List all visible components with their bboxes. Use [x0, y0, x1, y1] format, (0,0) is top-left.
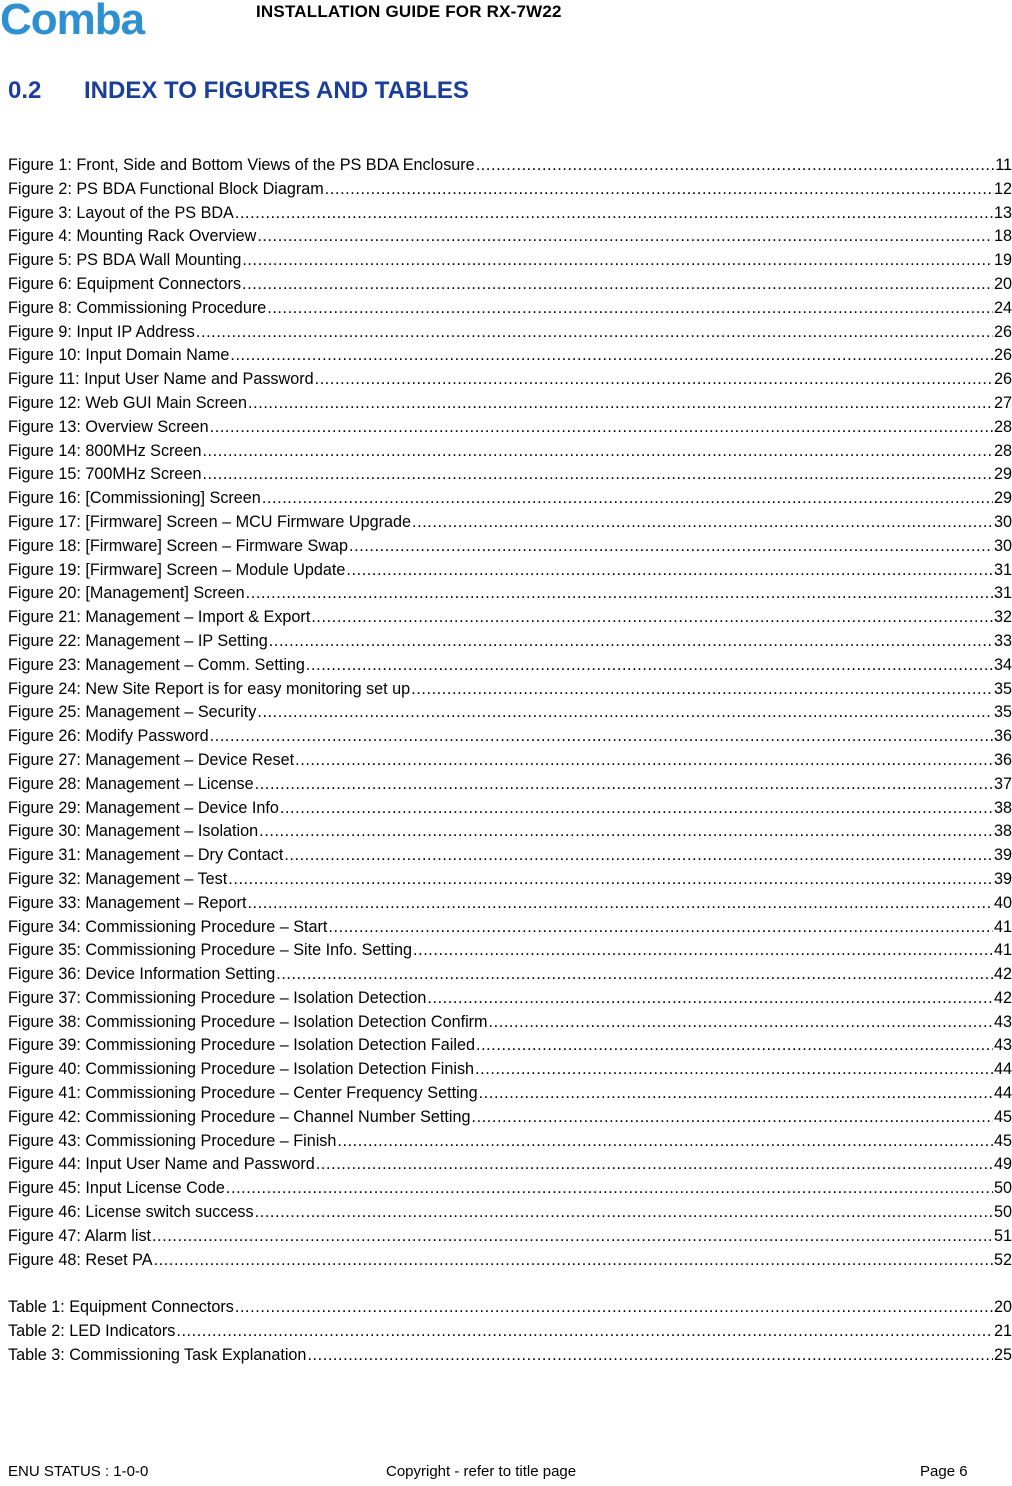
figure-entry-label: Figure 5: PS BDA Wall Mounting: [8, 251, 242, 270]
dot-leader: [242, 273, 993, 297]
dot-leader: [337, 1130, 993, 1154]
dot-leader: [235, 1296, 993, 1320]
figure-entry[interactable]: [8, 1130, 1012, 1154]
figure-entry-label: Figure 14: 800MHz Screen: [8, 441, 202, 460]
dot-leader: [413, 939, 993, 963]
figure-entry-label: Figure 13: Overview Screen: [8, 417, 209, 436]
figure-entry[interactable]: [8, 1058, 1012, 1082]
figure-entry-page: 43: [993, 1036, 1012, 1055]
section-title: INDEX TO FIGURES AND TABLES: [84, 77, 469, 104]
figure-entry[interactable]: [8, 678, 1012, 702]
figure-entry[interactable]: [8, 321, 1012, 345]
figure-entry-label: Figure 41: Commissioning Procedure – Center Frequency Setting: [8, 1084, 478, 1103]
figure-entry[interactable]: [8, 606, 1012, 630]
figure-entry-page: 36: [993, 727, 1012, 746]
figure-entry[interactable]: [8, 1034, 1012, 1058]
dot-leader: [210, 416, 993, 440]
figure-entry-page: 27: [993, 393, 1012, 412]
figure-entry-label: Figure 33: Management – Report: [8, 893, 247, 912]
figure-entry[interactable]: [8, 916, 1012, 940]
figure-entry[interactable]: [8, 487, 1012, 511]
figure-entry[interactable]: [8, 1011, 1012, 1035]
dot-leader: [479, 1082, 993, 1106]
dot-leader: [210, 725, 993, 749]
figure-entry-page: 41: [993, 941, 1012, 960]
figure-entry-page: 38: [993, 822, 1012, 841]
figure-entry[interactable]: [8, 797, 1012, 821]
figure-entry-label: Figure 28: Management – License: [8, 774, 254, 793]
figure-entry[interactable]: [8, 1201, 1012, 1225]
list-spacer: [8, 1272, 1012, 1296]
figure-entry[interactable]: [8, 868, 1012, 892]
figure-entry[interactable]: [8, 178, 1012, 202]
section-heading: [8, 77, 469, 105]
dot-leader: [267, 297, 993, 321]
dot-leader: [247, 892, 993, 916]
figure-entry-label: Figure 4: Mounting Rack Overview: [8, 227, 257, 246]
dot-leader: [176, 1320, 993, 1344]
dot-leader: [306, 654, 993, 678]
figure-entry-page: 41: [993, 917, 1012, 936]
dot-leader: [280, 797, 993, 821]
figure-entry-page: 52: [993, 1250, 1012, 1269]
figure-entry[interactable]: [8, 392, 1012, 416]
figure-entry[interactable]: [8, 939, 1012, 963]
dot-leader: [295, 749, 993, 773]
dot-leader: [489, 1011, 993, 1035]
figure-entry-label: Figure 31: Management – Dry Contact: [8, 846, 284, 865]
figure-entry-label: Figure 3: Layout of the PS BDA: [8, 203, 234, 222]
figure-entry-page: 18: [993, 227, 1012, 246]
figure-entry-page: 32: [993, 608, 1012, 627]
table-entry[interactable]: [8, 1296, 1012, 1320]
figure-entry-page: 35: [993, 679, 1012, 698]
figure-entry-label: Figure 12: Web GUI Main Screen: [8, 393, 248, 412]
figure-entry[interactable]: [8, 535, 1012, 559]
figure-entry-page: 43: [993, 1012, 1012, 1031]
table-entry-page: 25: [993, 1345, 1012, 1364]
dot-leader: [307, 1344, 993, 1368]
figure-entry-page: 13: [993, 203, 1012, 222]
figure-entry[interactable]: [8, 1153, 1012, 1177]
dot-leader: [325, 178, 993, 202]
figure-entry[interactable]: [8, 892, 1012, 916]
figure-entry-label: Figure 21: Management – Import & Export: [8, 608, 311, 627]
figure-entry-page: 40: [993, 893, 1012, 912]
figure-entry-label: Figure 1: Front, Side and Bottom Views of the PS BDA Enclosure: [8, 156, 475, 174]
figure-entry-label: Figure 19: [Firmware] Screen – Module Update: [8, 560, 346, 579]
figure-entry[interactable]: [8, 582, 1012, 606]
figure-entry-page: 26: [993, 346, 1012, 365]
figure-entry-label: Figure 43: Commissioning Procedure – Finish: [8, 1131, 337, 1150]
figure-entry-page: 29: [993, 465, 1012, 484]
figure-entry-page: 44: [993, 1060, 1012, 1079]
figure-entry-label: Figure 17: [Firmware] Screen – MCU Firmware Upgrade: [8, 512, 412, 531]
table-entry[interactable]: [8, 1320, 1012, 1344]
dot-leader: [346, 559, 993, 583]
figure-entry-label: Figure 46: License switch success: [8, 1203, 254, 1222]
figure-entry-label: Figure 35: Commissioning Procedure – Site Info. Setting: [8, 941, 412, 960]
document-title: INSTALLATION GUIDE FOR RX-7W22: [256, 2, 562, 21]
dot-leader: [226, 1177, 993, 1201]
figure-entry-page: 24: [993, 298, 1012, 317]
figure-entry-label: Figure 32: Management – Test: [8, 869, 228, 888]
index-list: [8, 154, 1012, 1368]
figure-entry-label: Figure 30: Management – Isolation: [8, 822, 259, 841]
figure-entry-label: Figure 22: Management – IP Setting: [8, 631, 268, 650]
dot-leader: [202, 440, 993, 464]
dot-leader: [316, 1153, 993, 1177]
figure-entry-page: 30: [993, 512, 1012, 531]
figure-entry[interactable]: [8, 249, 1012, 273]
figure-entry-label: Figure 37: Commissioning Procedure – Isolation Detection: [8, 988, 427, 1007]
figure-entry-page: 50: [993, 1203, 1012, 1222]
comba-logo: [0, 0, 186, 42]
table-entry-page: 20: [993, 1298, 1012, 1317]
figure-entry[interactable]: [8, 701, 1012, 725]
figure-entry-label: Figure 24: New Site Report is for easy monitoring set up: [8, 679, 411, 698]
dot-leader: [246, 582, 993, 606]
dot-leader: [476, 154, 995, 178]
figure-entry[interactable]: [8, 749, 1012, 773]
footer-status: ENU STATUS : 1-0-0: [8, 1463, 149, 1480]
figure-entry[interactable]: [8, 773, 1012, 797]
figure-entry-label: Figure 2: PS BDA Functional Block Diagram: [8, 179, 324, 198]
figure-entry[interactable]: [8, 202, 1012, 226]
figure-entry-page: 11: [995, 156, 1012, 174]
figure-entry-page: 12: [993, 179, 1012, 198]
figure-entry-page: 42: [993, 965, 1012, 984]
figure-entry-page: 39: [993, 846, 1012, 865]
table-entry[interactable]: [8, 1344, 1012, 1368]
figure-entry-page: 29: [993, 489, 1012, 508]
dot-leader: [259, 820, 993, 844]
dot-leader: [154, 1249, 993, 1273]
dot-leader: [411, 678, 993, 702]
figure-entry-page: 49: [993, 1155, 1012, 1174]
figure-entry[interactable]: [8, 1106, 1012, 1130]
logo-text: Comba: [0, 0, 145, 42]
figure-entry[interactable]: [8, 1082, 1012, 1106]
dot-leader: [235, 202, 993, 226]
figure-entry[interactable]: [8, 1249, 1012, 1273]
figure-entry-label: Figure 44: Input User Name and Password: [8, 1155, 315, 1174]
dot-leader: [257, 701, 993, 725]
figure-entry-page: 51: [993, 1226, 1012, 1245]
figure-entry-label: Figure 29: Management – Device Info: [8, 798, 279, 817]
figure-entry-label: Figure 25: Management – Security: [8, 703, 257, 722]
figure-entry-page: 20: [993, 274, 1012, 293]
figure-entry-label: Figure 40: Commissioning Procedure – Isolation Detection Finish: [8, 1060, 475, 1079]
figure-entry[interactable]: [8, 630, 1012, 654]
figure-entry-page: 19: [993, 251, 1012, 270]
table-entry-label: Table 3: Commissioning Task Explanation: [8, 1345, 307, 1364]
figure-entry-label: Figure 48: Reset PA: [8, 1250, 153, 1269]
figure-entry[interactable]: [8, 463, 1012, 487]
figure-entry-label: Figure 38: Commissioning Procedure – Isolation Detection Confirm: [8, 1012, 488, 1031]
figure-entry-label: Figure 16: [Commissioning] Screen: [8, 489, 261, 508]
figure-entry-page: 34: [993, 655, 1012, 674]
figure-entry-page: 42: [993, 988, 1012, 1007]
dot-leader: [328, 916, 993, 940]
figure-entry-page: 28: [993, 417, 1012, 436]
figure-entry-label: Figure 42: Commissioning Procedure – Channel Number Setting: [8, 1107, 471, 1126]
figure-entry-label: Figure 26: Modify Password: [8, 727, 209, 746]
figure-entry-label: Figure 10: Input Domain Name: [8, 346, 230, 365]
dot-leader: [242, 249, 993, 273]
figure-entry-page: 26: [993, 322, 1012, 341]
figure-entry-label: Figure 11: Input User Name and Password: [8, 370, 314, 389]
dot-leader: [311, 606, 993, 630]
figure-entry[interactable]: [8, 987, 1012, 1011]
dot-leader: [248, 392, 993, 416]
dot-leader: [202, 463, 993, 487]
dot-leader: [476, 1034, 993, 1058]
figure-entry-label: Figure 47: Alarm list: [8, 1226, 152, 1245]
figure-entry-page: 39: [993, 869, 1012, 888]
figure-entry-page: 33: [993, 631, 1012, 650]
figure-entry-label: Figure 39: Commissioning Procedure – Isolation Detection Failed: [8, 1036, 475, 1055]
footer-copyright: Copyright - refer to title page: [386, 1463, 577, 1480]
dot-leader: [230, 344, 993, 368]
dot-leader: [152, 1225, 993, 1249]
figure-entry[interactable]: [8, 273, 1012, 297]
figure-entry[interactable]: [8, 225, 1012, 249]
figure-entry[interactable]: [8, 654, 1012, 678]
dot-leader: [412, 511, 993, 535]
figure-entry[interactable]: [8, 1225, 1012, 1249]
figure-entry[interactable]: [8, 1177, 1012, 1201]
figure-entry-page: 45: [993, 1131, 1012, 1150]
dot-leader: [228, 868, 993, 892]
figure-entry-label: Figure 8: Commissioning Procedure: [8, 298, 267, 317]
figure-entry[interactable]: [8, 844, 1012, 868]
figure-entry-label: Figure 6: Equipment Connectors: [8, 274, 242, 293]
dot-leader: [255, 773, 993, 797]
figure-entry-label: Figure 27: Management – Device Reset: [8, 750, 295, 769]
figure-entry-label: Figure 45: Input License Code: [8, 1179, 225, 1198]
figure-entry[interactable]: [8, 297, 1012, 321]
dot-leader: [349, 535, 993, 559]
figure-entry-label: Figure 9: Input IP Address: [8, 322, 195, 341]
dot-leader: [471, 1106, 993, 1130]
figure-entry-page: 28: [993, 441, 1012, 460]
dot-leader: [427, 987, 993, 1011]
figure-entry[interactable]: [8, 368, 1012, 392]
figure-entry-label: Figure 18: [Firmware] Screen – Firmware Swap: [8, 536, 349, 555]
figure-entry-label: Figure 20: [Management] Screen: [8, 584, 245, 603]
figure-entry-page: 35: [993, 703, 1012, 722]
figure-entry-label: Figure 23: Management – Comm. Setting: [8, 655, 305, 674]
figure-entry[interactable]: [8, 416, 1012, 440]
figure-entry-page: 45: [993, 1107, 1012, 1126]
dot-leader: [257, 225, 993, 249]
dot-leader: [269, 630, 993, 654]
section-number: 0.2: [8, 77, 42, 104]
figure-entry-page: 30: [993, 536, 1012, 555]
figure-entry-page: 36: [993, 750, 1012, 769]
dot-leader: [276, 963, 993, 987]
table-entry-label: Table 2: LED Indicators: [8, 1322, 176, 1341]
figure-entry[interactable]: [8, 559, 1012, 583]
footer-page-number: Page 6: [920, 1463, 968, 1480]
dot-leader: [475, 1058, 993, 1082]
dot-leader: [255, 1201, 993, 1225]
dot-leader: [315, 368, 993, 392]
figure-entry[interactable]: [8, 344, 1012, 368]
figure-entry[interactable]: [8, 154, 1012, 178]
figure-entry-page: 37: [993, 774, 1012, 793]
figure-entry-page: 44: [993, 1084, 1012, 1103]
figure-entry-page: 31: [993, 584, 1012, 603]
dot-leader: [262, 487, 993, 511]
figure-entry-page: 50: [993, 1179, 1012, 1198]
figure-entry-page: 31: [993, 560, 1012, 579]
figure-entry-page: 26: [993, 370, 1012, 389]
figure-entry-label: Figure 15: 700MHz Screen: [8, 465, 202, 484]
table-entry-page: 21: [993, 1322, 1012, 1341]
figure-entry-label: Figure 34: Commissioning Procedure – Start: [8, 917, 328, 936]
figure-entry[interactable]: [8, 440, 1012, 464]
figure-entry-page: 38: [993, 798, 1012, 817]
dot-leader: [196, 321, 993, 345]
table-entry-label: Table 1: Equipment Connectors: [8, 1298, 234, 1317]
figure-entry[interactable]: [8, 963, 1012, 987]
figure-entry[interactable]: [8, 725, 1012, 749]
figure-entry[interactable]: [8, 820, 1012, 844]
figure-entry-label: Figure 36: Device Information Setting: [8, 965, 276, 984]
dot-leader: [284, 844, 993, 868]
figure-entry[interactable]: [8, 511, 1012, 535]
